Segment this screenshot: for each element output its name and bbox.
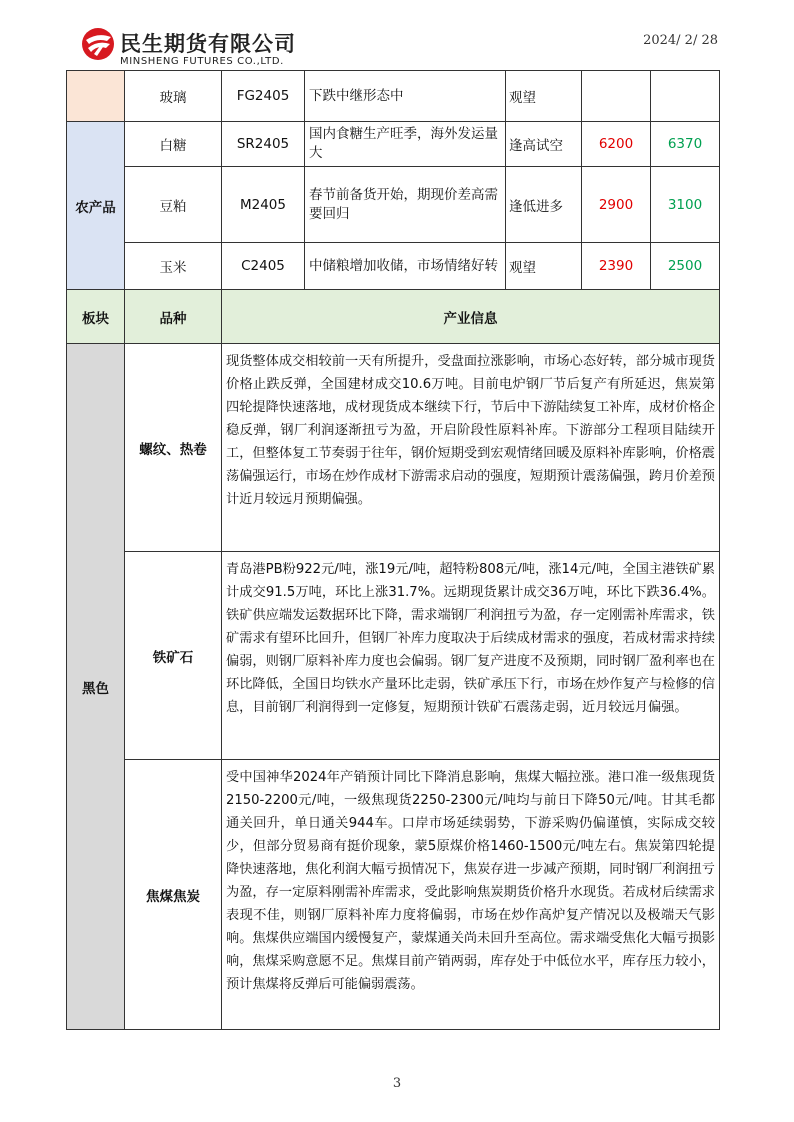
industry-info: 现货整体成交相较前一天有所提升，受盘面拉涨影响，市场心态好转，部分城市现货价格止跌反弹，全国建材成交10.6万吨。目前电炉钢厂节后复产有所延迟，焦炭第四轮提降快速落地，成材现货成本继续下行，节后中下游陆续复工补库，成材价格企稳反弹，钢厂利润逐渐扭亏为盈，开启阶段性原料补库。下游部分工程项目陆续开工，但整体复工节奏弱于往年，钢价短期受到宏观情绪回暖及原料补库影响，价格震荡偏强运行，市场在炒作成材下游需求启动的强度，短期预计震荡偏强，跨月价差预计近月较远月预期偏强。 [222,344,720,552]
report-date: 2024/ 2/ 28 [643,33,718,48]
variety-name: 铁矿石 [125,552,222,760]
resistance-price: 3100 [651,167,720,243]
page-number: 3 [392,1076,402,1091]
industry-info: 受中国神华2024年产销预计同比下降消息影响，焦煤大幅拉涨。港口准一级焦现货2150-2200元/吨，一级焦现货2250-2300元/吨均与前日下降50元/吨。甘其毛都通关回升，单日通关944车。口岸市场延续弱势，下游采购仍偏谨慎，实际成交较少，但部分贸易商有挺价现象，蒙5原煤价格1460-1500元/吨左右。焦炭第四轮提降快速落地，焦化利润大幅亏损情况下，焦炭存进一步减产预期，同时钢厂利润扭亏为盈，存一定原料刚需补库需求，受此影响焦炭期货价格升水现货。若成材后续需求表现不佳，则钢厂原料补库力度将偏弱，市场在炒作高炉复产情况以及极端天气影响。焦煤供应端国内缓慢复产，蒙煤通关尚未回升至高位。需求端受焦化大幅亏损影响，焦煤采购意愿不足。焦煤目前产销两弱，库存处于中低位水平，库存压力较小，预计焦煤将反弹后可能偏弱震荡。 [222,760,720,1030]
table-row [67,167,720,243]
support-price [582,71,651,122]
table-row [67,760,720,1030]
table-row [67,552,720,760]
trend-text: 国内食糖生产旺季，海外发运量大 [305,122,506,167]
support-price: 6200 [582,122,651,167]
header-variety: 品种 [125,290,222,344]
sector-agri: 农产品 [67,122,125,290]
sector-cell [67,71,125,122]
resistance-price [651,71,720,122]
table-row [67,344,720,552]
view-text: 逢高试空 [506,122,582,167]
company-name-en: MINSHENG FUTURES CO.,LTD. [120,56,284,67]
variety-name: 焦煤焦炭 [125,760,222,1030]
product-name: 豆粕 [125,167,222,243]
view-text: 逢低进多 [506,167,582,243]
product-name: 白糖 [125,122,222,167]
trend-text: 下跌中继形态中 [305,71,506,122]
table-row [67,243,720,290]
contract-code: FG2405 [222,71,305,122]
company-name-cn: 民生期货有限公司 [120,32,296,56]
support-price: 2900 [582,167,651,243]
table-header-row [67,290,720,344]
resistance-price: 6370 [651,122,720,167]
page-header [0,0,794,72]
table-row [67,122,720,167]
contract-code: C2405 [222,243,305,290]
header-sector: 板块 [67,290,125,344]
product-name: 玉米 [125,243,222,290]
contract-code: SR2405 [222,122,305,167]
sector-black: 黑色 [67,344,125,1030]
support-price: 2390 [582,243,651,290]
resistance-price: 2500 [651,243,720,290]
variety-name: 螺纹、热卷 [125,344,222,552]
strategy-table [66,70,720,1030]
product-name: 玻璃 [125,71,222,122]
view-text: 观望 [506,243,582,290]
trend-text: 中储粮增加收储，市场情绪好转 [305,243,506,290]
table-row [67,71,720,122]
trend-text: 春节前备货开始，期现价差高需要回归 [305,167,506,243]
contract-code: M2405 [222,167,305,243]
header-info: 产业信息 [222,290,720,344]
industry-info: 青岛港PB粉922元/吨，涨19元/吨，超特粉808元/吨，涨14元/吨，全国主港铁矿累计成交91.5万吨，环比上涨31.7%。远期现货累计成交36万吨，环比下跌36.4%。铁矿供应端发运数据环比下降，需求端钢厂利润扭亏为盈，存一定刚需补库需求，铁矿需求有望环比回升，但钢厂补库力度取决于后续成材需求的强度，若成材需求持续偏弱，则钢厂原料补库力度也会偏弱。钢厂复产进度不及预期，同时钢厂盈利率也在环比降低，全国日均铁水产量环比走弱，铁矿承压下行，市场在炒作复产与检修的信息，目前钢厂利润得到一定修复，短期预计铁矿石震荡走弱，近月较远月偏强。 [222,552,720,760]
view-text: 观望 [506,71,582,122]
minsheng-logo-icon [80,26,116,62]
